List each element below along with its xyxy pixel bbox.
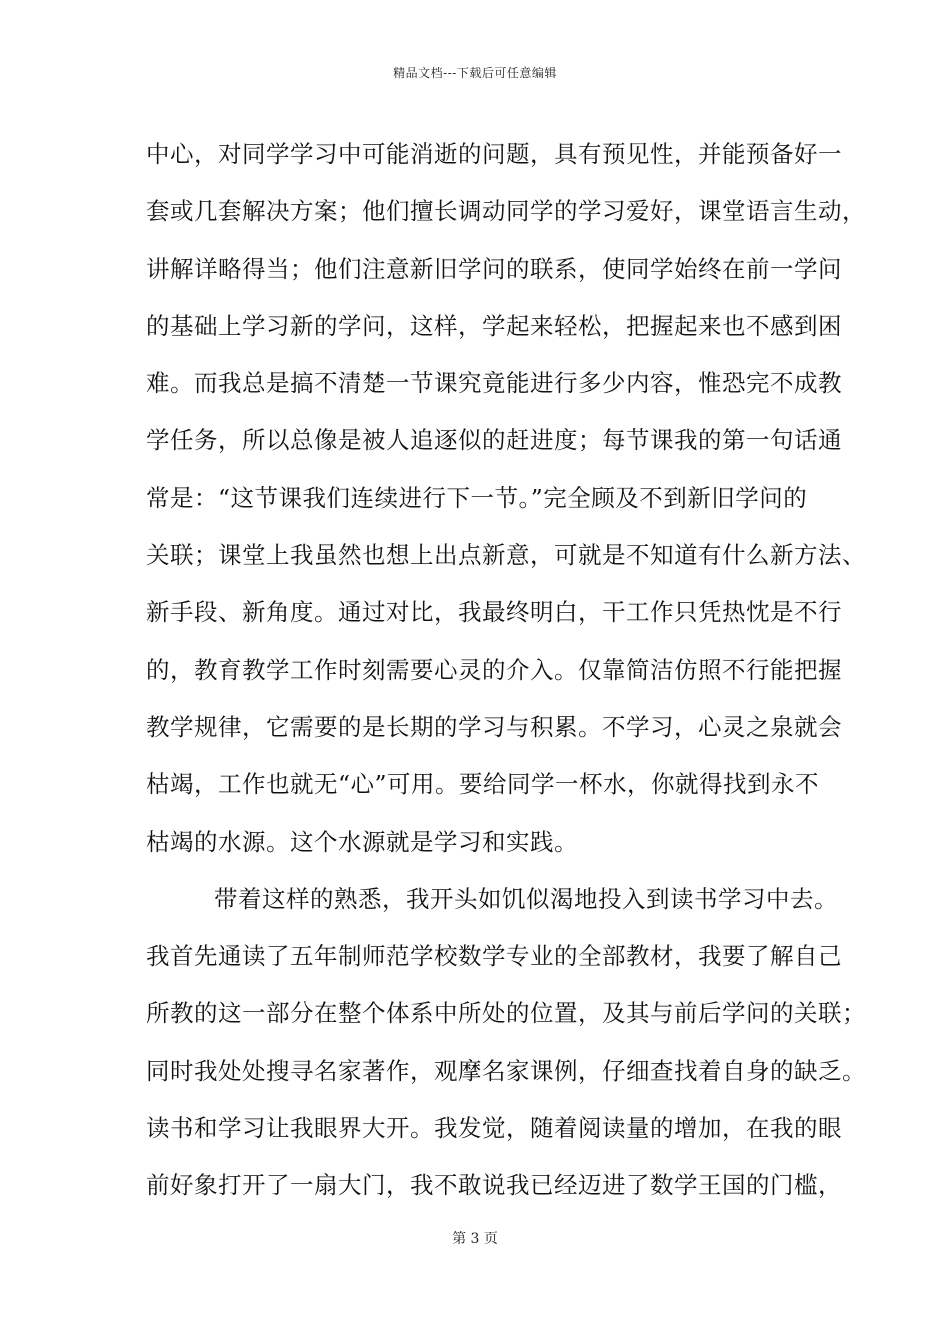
text-line: 中心，对同学学习中可能消逝的问题，具有预见性，并能预备好一 <box>146 140 842 168</box>
text-line: 枯竭的水源。这个水源就是学习和实践。 <box>146 827 578 856</box>
text-line: 我首先通读了五年制师范学校数学专业的全部教材，我要了解自己 <box>146 942 842 971</box>
text-line: 前好象打开了一扇大门，我不敢说我已经迈进了数学王国的门槛， <box>146 1171 842 1200</box>
text-line: 常是：“这节课我们连续进行下一节。”完全顾及不到新旧学问的 <box>146 483 808 512</box>
text-line: 所教的这一部分在整个体系中所处的位置，及其与前后学问的关联； <box>146 999 866 1028</box>
page-number: 第 3 页 <box>452 1231 498 1247</box>
text-line: 同时我处处搜寻名家著作，观摩名家课例，仔细查找着自身的缺乏。 <box>146 1056 866 1085</box>
text-line: 讲解详略得当；他们注意新旧学问的联系，使同学始终在前一学问 <box>146 254 842 283</box>
paragraph-start-line: 带着这样的熟悉，我开头如饥似渴地投入到读书学习中去。 <box>214 884 838 913</box>
text-line: 教学规律，它需要的是长期的学习与积累。不学习，心灵之泉就会 <box>146 712 842 741</box>
text-line: 枯竭，工作也就无“心”可用。要给同学一杯水，你就得找到永不 <box>146 770 820 799</box>
document-body <box>146 126 866 1215</box>
page-header: 精品文档---下载后可任意编辑 <box>393 66 557 80</box>
text-line: 学任务，所以总像是被人追逐似的赶进度；每节课我的第一句话通 <box>146 426 842 455</box>
text-line: 关联；课堂上我虽然也想上出点新意，可就是不知道有什么新方法、 <box>146 541 866 570</box>
text-line: 新手段、新角度。通过对比，我最终明白，干工作只凭热忱是不行 <box>146 598 842 627</box>
text-line: 难。而我总是搞不清楚一节课究竟能进行多少内容，惟恐完不成教 <box>146 369 842 398</box>
text-line: 的，教育教学工作时刻需要心灵的介入。仅靠简洁仿照不行能把握 <box>146 655 842 684</box>
text-line: 读书和学习让我眼界大开。我发觉，随着阅读量的增加，在我的眼 <box>146 1114 842 1143</box>
text-line: 套或几套解决方案；他们擅长调动同学的学习爱好，课堂语言生动， <box>146 197 866 226</box>
text-line: 的基础上学习新的学问，这样，学起来轻松，把握起来也不感到困 <box>146 311 842 340</box>
